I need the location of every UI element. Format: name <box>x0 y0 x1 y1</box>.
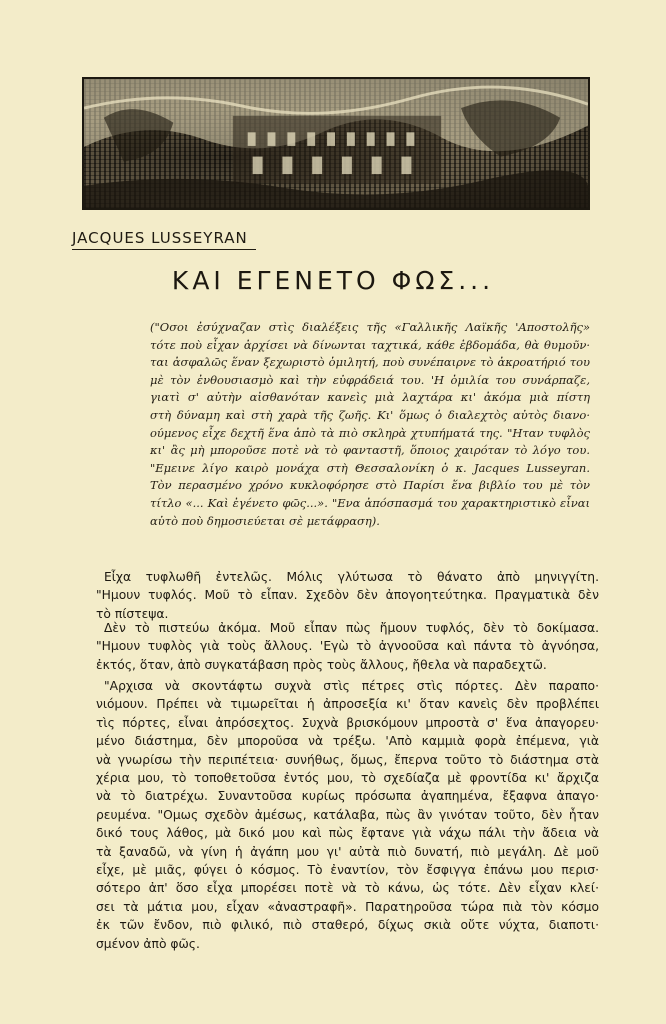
body-line: ἐκτός, ὅταν, ἀπὸ συγκατάβαση πρὸς τοὺς ἄλλους, ἤθελα νὰ παραδεχτῶ. <box>96 657 547 672</box>
woodcut-illustration <box>82 77 590 210</box>
article-title: ΚΑΙ ΕΓΕΝΕΤΟ ΦΩΣ... <box>171 266 495 295</box>
intro-line: αὐτὸ ποὺ δημοσιεύεται σὲ μετάφραση). <box>150 513 380 528</box>
body-line: τὰ ξαναδῶ, νὰ γίνη ἡ ἀγάπη μου γι' αὐτὰ πιὸ δυνατή, πιὸ μεγάλη. Δὲ μοῦ <box>96 844 599 859</box>
intro-line: ται ἀσφαλῶς ἕναν ξεχωριστὸ ὁμιλητή, ποὺ συνέπαιρνε τὸ ἀκροατήριό του <box>150 355 590 370</box>
body-line: μένο διάστημα, δὲν μποροῦσα νὰ τρέξω. 'Απὸ καμμιὰ φορὰ ἐπέμενα, γιὰ <box>96 734 599 749</box>
body-line: Εἶχα τυφλωθῆ ἐντελῶς. Μόλις γλύτωσα τὸ θάνατο ἀπὸ μηνιγγίτη. <box>104 570 599 584</box>
intro-line: τίτλο «... Καὶ ἐγένετο φῶς...». "Ενα ἀπόσπασμά του χαρακτηριστικὸ εἶναι <box>150 495 590 510</box>
woodcut-artwork <box>84 79 588 208</box>
body-line: "Ημουν τυφλὸς γιὰ τοὺς ἄλλους. 'Εγὼ τὸ ἀγνοοῦσα καὶ πάντα τὸ ἀγνόησα, <box>96 639 599 654</box>
body-line: σει τὰ μάτια μου, εἶχαν «ἀναστραφῆ». Παρατηροῦσα τώρα πιὰ τὸν κόσμο <box>96 899 599 914</box>
body-line: νιόμουν. Πρέπει νὰ τιμωρεῖται ἡ ἀπροσεξία κι' ὅταν κανεὶς δὲν προβλέπει <box>96 697 599 712</box>
author-name: JACQUES LUSSEYRAN <box>72 229 256 250</box>
intro-line: ("Οσοι ἐσύχναζαν στὶς διαλέξεις τῆς «Γαλλικῆς Λαϊκῆς 'Αποστολῆς» <box>150 320 590 334</box>
body-line: νὰ τὸ διατρέχω. Συναντοῦσα κυρίως πρόσωπα ἀγαπημένα, ἔξαφνα ἀπαγο· <box>96 789 599 804</box>
intro-line: κι' ἂς μὴ μποροῦσε ποτὲ νὰ τὸ φανταστῆ, ὅποιος χαιρόταν τὸ λόγο του. <box>150 443 590 458</box>
intro-line: γιατὶ σ' αὐτὴν αἰσθανόταν κανεὶς μιὰ λαχτάρα κι' ἀκόμα μιὰ πίστη <box>150 390 590 405</box>
body-line: Δὲν τὸ πιστεύω ἀκόμα. Μοῦ εἶπαν πὼς ἤμουν τυφλός, δὲν τὸ δοκίμασα. <box>104 621 599 635</box>
body-line: δικό τους λάθος, μὰ δικό μου καὶ πὼς ἔφτανε γιὰ νάχω πάλι τὴν ἄδεια νὰ <box>96 826 599 841</box>
body-line: σμένον ἀπὸ φῶς. <box>96 936 200 951</box>
intro-line: ούμενος εἶχε δεχτῆ ἕνα ἀπὸ τὰ πιὸ σκληρὰ χτυπήματά της. "Ηταν τυφλὸς <box>150 425 590 440</box>
paragraph-1 <box>96 568 599 623</box>
intro-line: στὴ δύναμη καὶ στὴ χαρὰ τῆς ζωῆς. Κι' ὅμως ὁ διαλεχτὸς αὐτὸς διανο· <box>150 407 590 422</box>
body-line: τὶς πόρτες, εἶναι ἀπρόσεχτος. Συχνὰ βρισκόμουν μπροστὰ σ' ἕνα ἀπαγορευ· <box>96 715 599 730</box>
body-line: νὰ γνωρίσω τὴν περιπέτεια· συνήθως, ὅμως, ἔπερνα τοῦτο τὸ διάστημα στὰ <box>96 752 599 767</box>
body-line: ρευμένα. "Ομως σχεδὸν ἀμέσως, κατάλαβα, πὼς ἂν γινόταν τοῦτο, δὲν ἦταν <box>96 807 599 822</box>
body-line: χέρια μου, τὸ τοποθετοῦσα ἐντός μου, τὸ σχεδίαζα μὲ φροντίδα κι' ἄρχιζα <box>96 771 599 786</box>
intro-line: τότε ποὺ εἶχαν ἀρχίσει νὰ δίνωνται ταχτικά, κάθε ἑβδομάδα, θὰ θυμοῦν· <box>150 337 590 352</box>
body-line: ἐκ τῶν ἔνδον, πιὸ φιλικό, πιὸ σταθερό, δίχως σκιὰ οὔτε νύχτα, διαποτι· <box>96 918 599 933</box>
paragraph-3 <box>96 677 599 953</box>
body-line: "Αρχισα νὰ σκοντάφτω συχνὰ στὶς πέτρες στὶς πόρτες. Δὲν παραπο· <box>104 679 599 693</box>
intro-line: μὲ τὸν ἐνθουσιασμὸ καὶ τὴν εὐφράδειά του. 'Η ὁμιλία του συνάρπαζε, <box>150 372 590 387</box>
body-line: τὸ πίστεψα. <box>96 606 169 621</box>
editorial-introduction <box>150 319 590 530</box>
intro-line: "Εμεινε λίγο καιρὸ μονάχα στὴ Θεσσαλονίκη ὁ κ. Jacques Lusseyran. <box>150 460 590 475</box>
paragraph-2 <box>96 619 599 674</box>
body-line: "Ημουν τυφλός. Μοῦ τὸ εἶπαν. Σχεδὸν δὲν ἀπογοητεύτηκα. Πραγματικὰ δὲν <box>96 588 599 603</box>
body-line: σότερο ἀπ' ὅσο εἶχα μπορέσει ποτὲ νὰ τὸ κάνω, ὡς τότε. Δὲν εἶχαν κλεί· <box>96 881 599 896</box>
intro-line: Τὸν περασμένο χρόνο κυκλοφόρησε στὸ Παρίσι ἕνα βιβλίο του μὲ τὸν <box>150 478 590 493</box>
body-line: εἶχε, μὲ μιᾶς, φύγει ὁ κόσμος. Τὸ ἐναντίον, τὸν ἔσφιγγα ἐπάνω μου περισ· <box>96 863 599 878</box>
